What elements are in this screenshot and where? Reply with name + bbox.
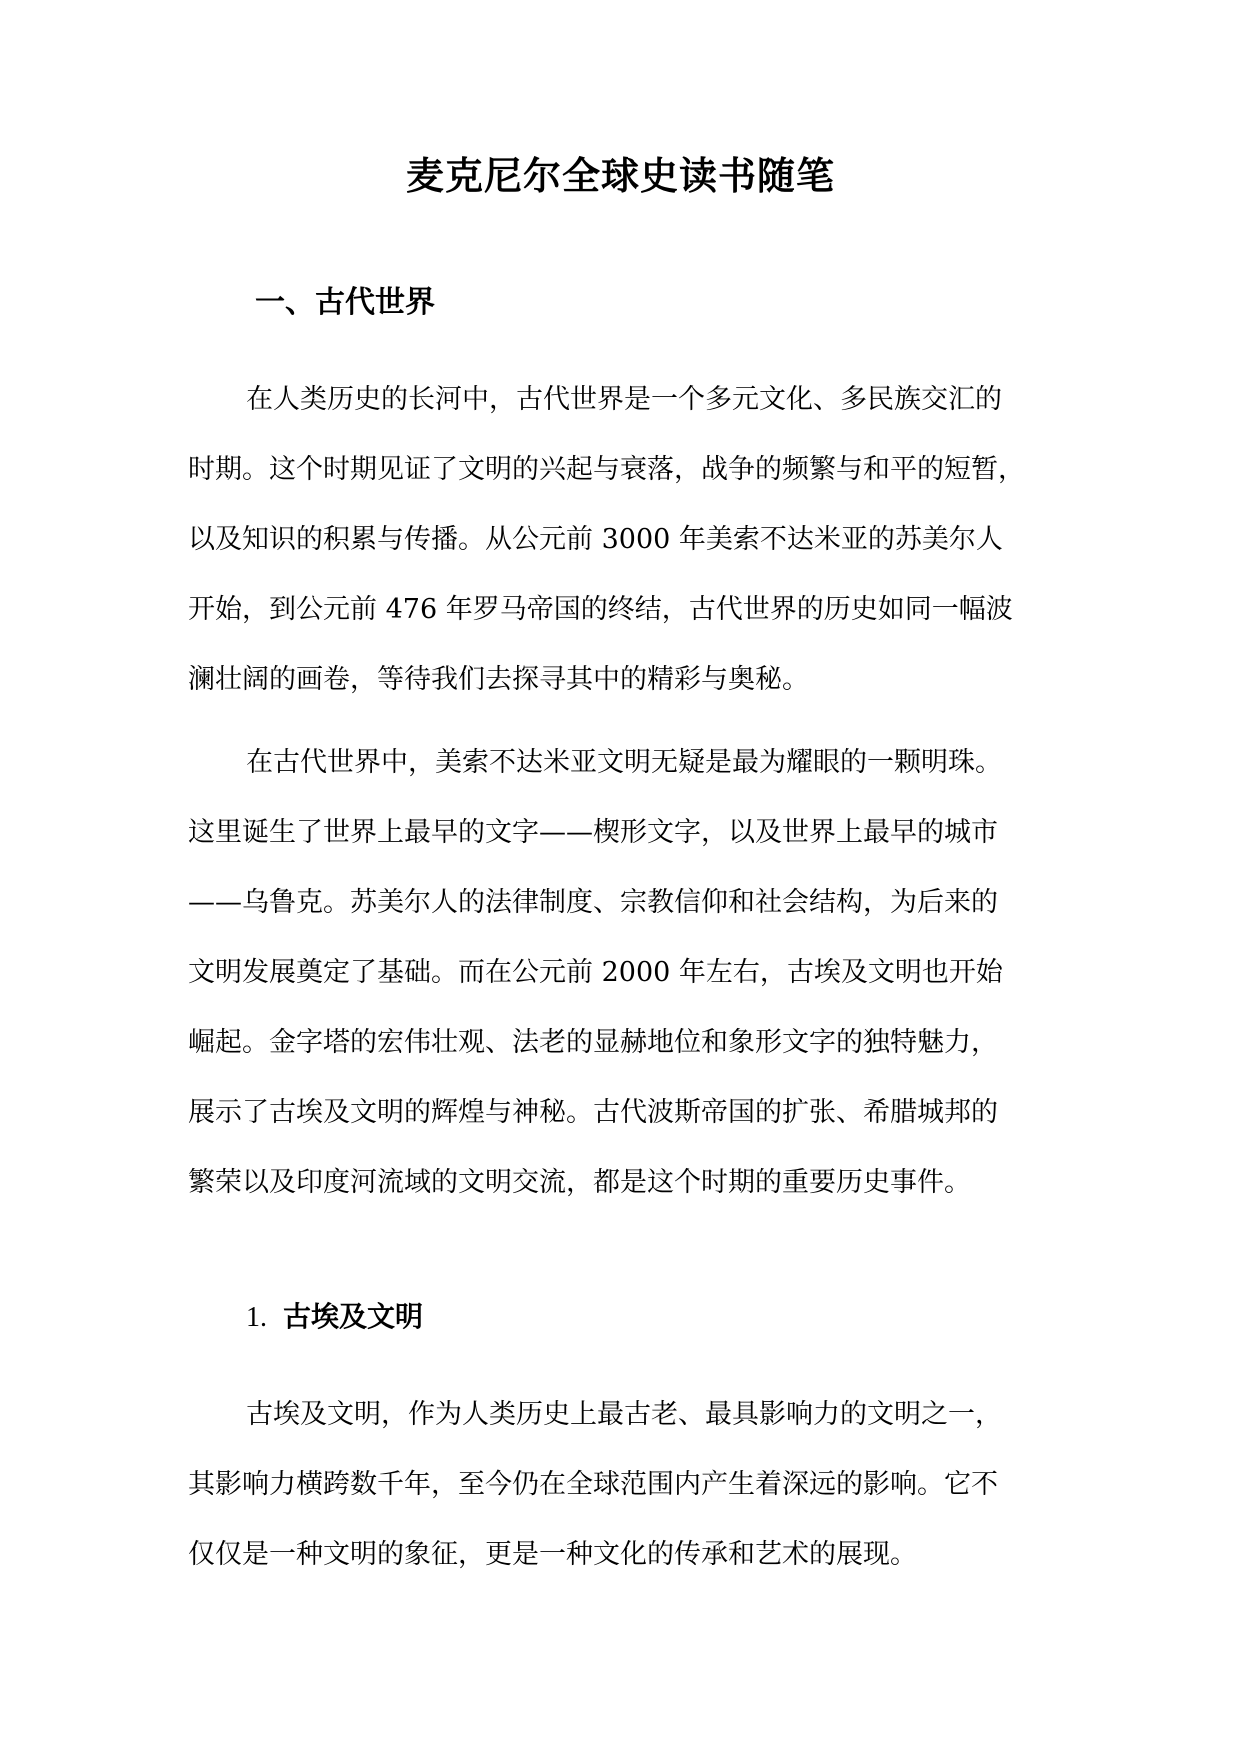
subsection-title: 古埃及文明 xyxy=(283,1300,424,1333)
paragraph-line: 其影响力横跨数千年，至今仍在全球范围内产生着深远的影响。它不 xyxy=(188,1469,998,1500)
section-heading: 一、古代世界 xyxy=(255,285,435,320)
paragraph xyxy=(188,1380,1058,1590)
paragraph-line: 以及知识的积累与传播。从公元前 3000 年美索不达米亚的苏美尔人 xyxy=(188,524,1003,555)
paragraph-line: 在古代世界中，美索不达米亚文明无疑是最为耀眼的一颗明珠。 xyxy=(246,747,1002,778)
paragraph-line: ——乌鲁克。苏美尔人的法律制度、宗教信仰和社会结构，为后来的 xyxy=(188,887,998,918)
paragraph xyxy=(188,365,1058,715)
paragraph-line: 古埃及文明，作为人类历史上最古老、最具影响力的文明之一， xyxy=(246,1399,1002,1430)
paragraph-line: 文明发展奠定了基础。而在公元前 2000 年左右，古埃及文明也开始 xyxy=(188,957,1003,988)
paragraph-line: 崛起。金字塔的宏伟壮观、法老的显赫地位和象形文字的独特魅力， xyxy=(188,1027,998,1058)
paragraph-line: 仅仅是一种文明的象征，更是一种文化的传承和艺术的展现。 xyxy=(188,1539,917,1570)
paragraph-line: 澜壮阔的画卷，等待我们去探寻其中的精彩与奥秘。 xyxy=(188,664,809,695)
subsection-number: 1. xyxy=(246,1302,267,1333)
subsection-heading xyxy=(246,1297,423,1338)
paragraph-line: 繁荣以及印度河流域的文明交流，都是这个时期的重要历史事件。 xyxy=(188,1167,971,1198)
paragraph-line: 展示了古埃及文明的辉煌与神秘。古代波斯帝国的扩张、希腊城邦的 xyxy=(188,1097,998,1128)
paragraph-line: 开始，到公元前 476 年罗马帝国的终结，古代世界的历史如同一幅波 xyxy=(188,594,1013,625)
paragraph-line: 时期。这个时期见证了文明的兴起与衰落，战争的频繁与和平的短暂， xyxy=(188,454,1025,485)
paragraph xyxy=(188,728,1058,1218)
document-title: 麦克尼尔全球史读书随笔 xyxy=(405,154,835,198)
paragraph-line: 这里诞生了世界上最早的文字——楔形文字，以及世界上最早的城市 xyxy=(188,817,998,848)
paragraph-line: 在人类历史的长河中，古代世界是一个多元文化、多民族交汇的 xyxy=(246,384,1002,415)
